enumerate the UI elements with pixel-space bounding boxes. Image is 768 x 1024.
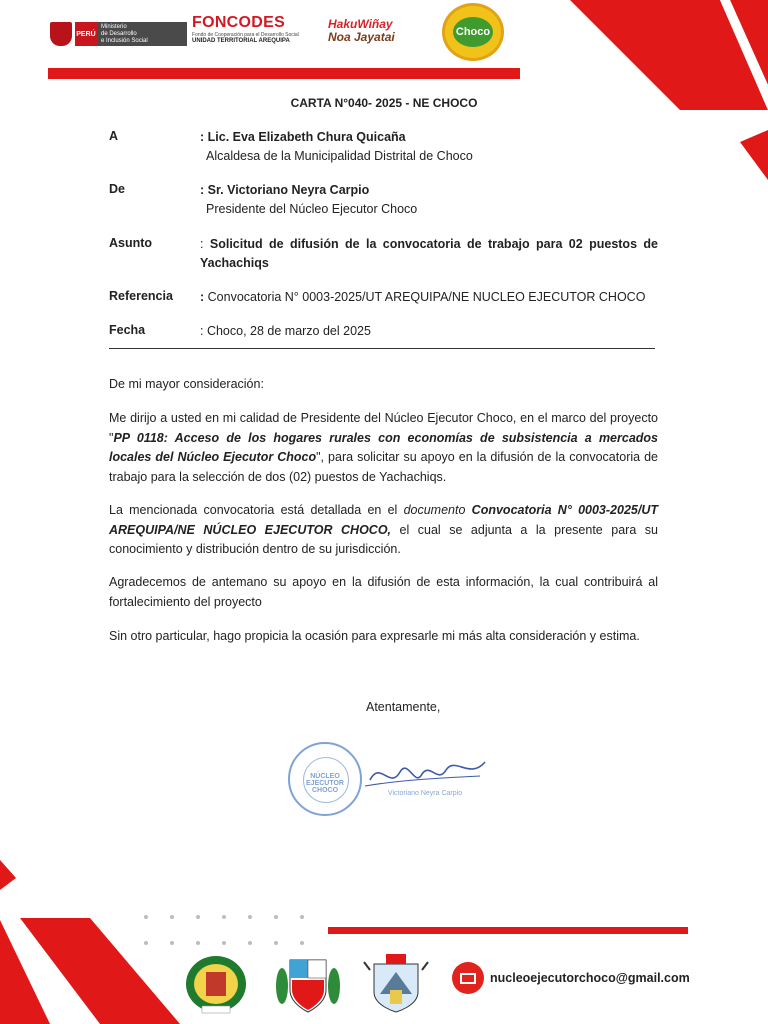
- convocatoria-ref: Convocatoria N° 0003-2025/UT AREQUIPA/NE NÚCLEO EJECUTOR CHOCO,: [109, 503, 658, 537]
- paragraph-4: Sin otro particular, hago propicia la ocasión para expresarle mi más alta consideración y estima.: [109, 629, 640, 643]
- official-stamp: [288, 742, 362, 816]
- letter-title: CARTA N°040- 2025 - NE CHOCO: [290, 96, 478, 110]
- separator-line: [109, 348, 655, 349]
- subject-label: Asunto: [109, 236, 153, 250]
- red-corner-decoration: [570, 0, 768, 110]
- ministry-label: Ministerio de Desarrollo e Inclusión Social: [97, 22, 187, 46]
- stamp-text: NÚCLEO EJECUTOR CHOCO: [306, 773, 344, 794]
- district-emblem-icon: [180, 950, 252, 1016]
- from-label: De: [109, 182, 125, 196]
- header-red-bar: [48, 68, 520, 79]
- red-side-decoration: [740, 130, 768, 180]
- subject-text: Solicitud de difusión de la convocatoria de trabajo para 02 puestos de Yachachiqs: [200, 237, 658, 270]
- paragraph-2: La mencionada convocatoria está detallada en el documento Convocatoria N° 0003-2025/UT AREQUIPA/NE NÚCLEO EJECUTOR CHOCO, el cual se adjunta a la presente para su conocimiento y distribución dentro de su jurisdicción.: [109, 503, 658, 556]
- project-name: PP 0118: Acceso de los hogares rurales con economías de subsistencia a mercados locales del Núcleo Ejecutor Choco: [109, 430, 658, 464]
- to-label: A: [109, 129, 119, 143]
- midis-logo: [50, 20, 190, 48]
- date-text: : Choco, 28 de marzo del 2025: [200, 324, 371, 338]
- footer-red-bar: [328, 927, 688, 934]
- reference-text: Convocatoria N° 0003-2025/UT AREQUIPA/NE NUCLEO EJECUTOR CHOCO: [207, 290, 646, 304]
- foncodes-logo: [192, 14, 312, 48]
- to-role: Alcaldesa de la Municipalidad Distrital de Choco: [206, 149, 473, 163]
- peru-coat-of-arms-icon: [272, 950, 344, 1016]
- peru-label: PERÚ: [75, 22, 97, 46]
- reference-value: : Convocatoria N° 0003-2025/UT AREQUIPA/NE NUCLEO EJECUTOR CHOCO: [200, 290, 646, 304]
- to-name: : Lic. Eva Elizabeth Chura Quicaña: [200, 130, 406, 144]
- subject-value: : Solicitud de difusión de la convocatoria de trabajo para 02 puestos de Yachachiqs: [200, 237, 658, 270]
- from-role: Presidente del Núcleo Ejecutor Choco: [206, 202, 418, 216]
- foncodes-unit: UNIDAD TERRITORIAL AREQUIPA: [192, 38, 290, 44]
- nucleo-ejecutor-choco-logo: [442, 3, 504, 61]
- email-icon: [452, 962, 484, 994]
- paragraph-1: Me dirijo a usted en mi calidad de Presidente del Núcleo Ejecutor Choco, en el marco del proyecto "PP 0118: Acceso de los hogares rurales con economías de subsistencia a mercados locales del Núcleo Ejecutor Choco", para solicitar su apoyo en la difusión de la convocatoria de trabajo para la selección de dos (02) puestos de Yachachiqs.: [109, 411, 659, 484]
- foncodes-subtitle: Fondo de Cooperación para el Desarrollo Social: [192, 32, 299, 38]
- signature-name: Victoriano Neyra Carpio: [387, 790, 463, 797]
- from-name: : Sr. Victoriano Neyra Carpio: [200, 183, 370, 197]
- footer-email[interactable]: nucleoejecutorchoco@gmail.com: [490, 971, 690, 985]
- greeting: De mi mayor consideración:: [109, 377, 264, 391]
- closing: Atentamente,: [366, 700, 441, 714]
- peru-shield-icon: [50, 22, 72, 46]
- choco-logo-text: Choco: [453, 17, 493, 47]
- foncodes-title: FONCODES: [192, 14, 286, 31]
- paragraph-3: Agradecemos de antemano su apoyo en la difusión de esta información, la cual contribuirá al fortalecimiento del proyecto: [109, 575, 658, 609]
- reference-label: Referencia: [109, 289, 173, 303]
- arequipa-emblem-icon: [360, 950, 432, 1016]
- hakuwinay-logo: HakuWiñay Noa Jayatai: [328, 17, 395, 44]
- date-label: Fecha: [109, 323, 146, 337]
